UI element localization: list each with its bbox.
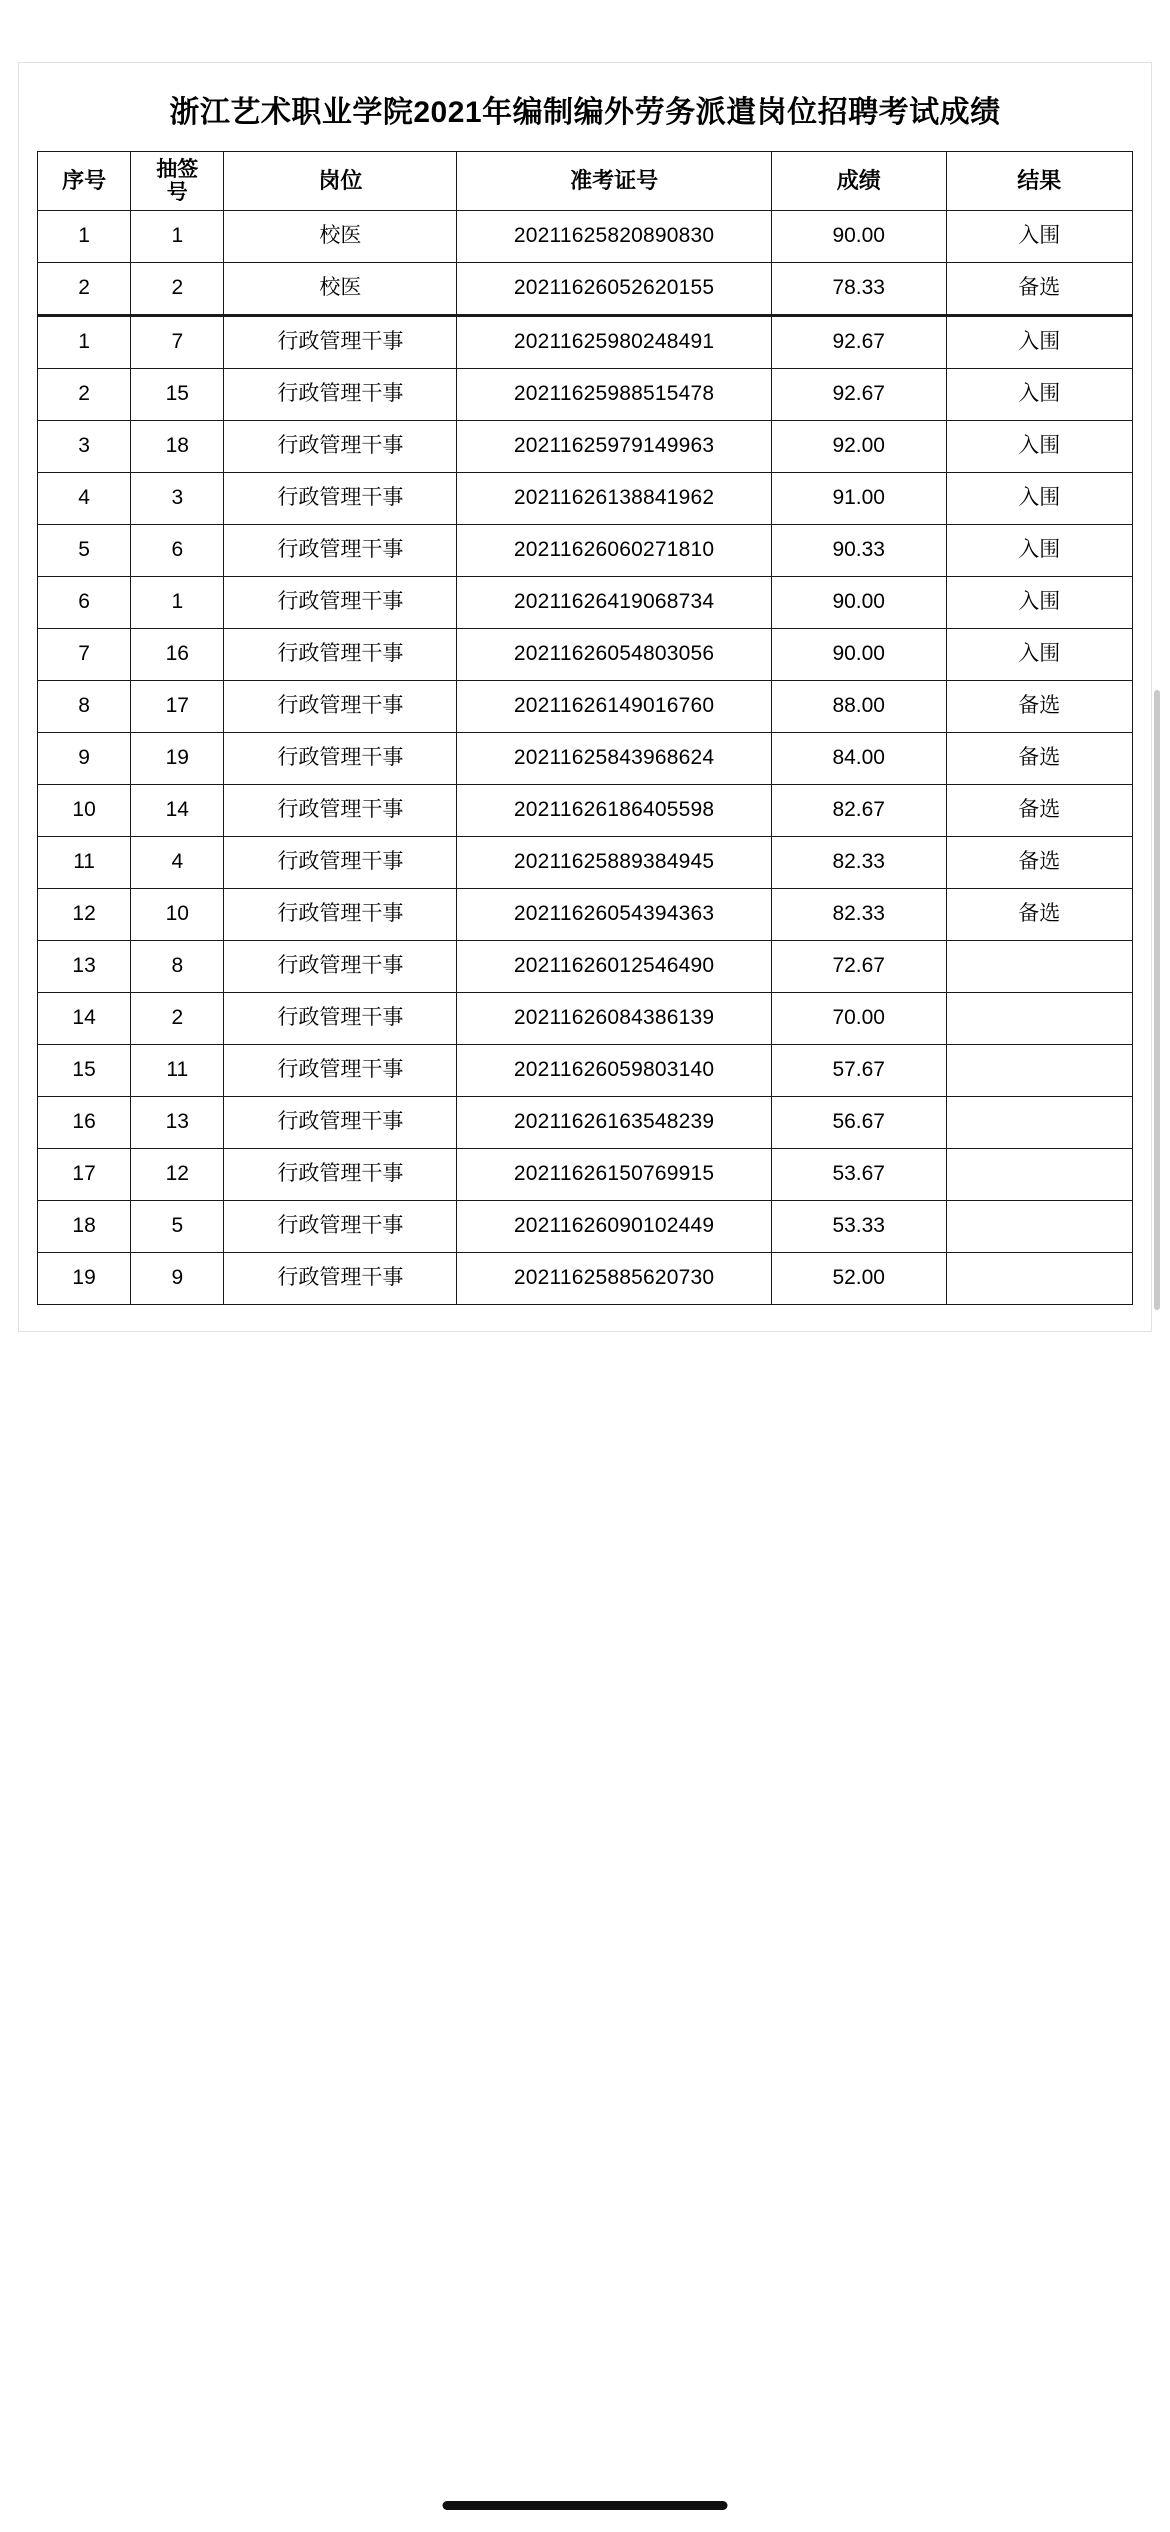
cell-result: 备选 [946, 681, 1132, 733]
table-row [38, 369, 1133, 421]
cell-score: 53.33 [771, 1201, 946, 1253]
cell-post: 行政管理干事 [224, 629, 457, 681]
cell-post: 行政管理干事 [224, 1097, 457, 1149]
cell-ticket: 20211626149016760 [457, 681, 772, 733]
cell-seq: 18 [38, 1201, 131, 1253]
cell-post: 行政管理干事 [224, 421, 457, 473]
cell-seq: 6 [38, 577, 131, 629]
cell-post: 行政管理干事 [224, 473, 457, 525]
cell-result: 备选 [946, 785, 1132, 837]
table-row [38, 837, 1133, 889]
cell-draw: 1 [131, 577, 224, 629]
cell-draw: 5 [131, 1201, 224, 1253]
cell-draw: 18 [131, 421, 224, 473]
cell-seq: 5 [38, 525, 131, 577]
table-row [38, 785, 1133, 837]
cell-draw: 2 [131, 263, 224, 316]
cell-result [946, 993, 1132, 1045]
cell-seq: 1 [38, 211, 131, 263]
cell-draw: 12 [131, 1149, 224, 1201]
cell-ticket: 20211626186405598 [457, 785, 772, 837]
cell-seq: 7 [38, 629, 131, 681]
cell-score: 90.00 [771, 629, 946, 681]
table-row [38, 577, 1133, 629]
table-row [38, 681, 1133, 733]
home-indicator [443, 2501, 728, 2510]
cell-post: 行政管理干事 [224, 1201, 457, 1253]
cell-ticket: 20211626059803140 [457, 1045, 772, 1097]
column-header-ticket: 准考证号 [457, 152, 772, 211]
cell-post: 行政管理干事 [224, 837, 457, 889]
cell-post: 行政管理干事 [224, 316, 457, 369]
table-row [38, 889, 1133, 941]
cell-ticket: 20211626090102449 [457, 1201, 772, 1253]
cell-post: 行政管理干事 [224, 785, 457, 837]
cell-seq: 3 [38, 421, 131, 473]
cell-score: 70.00 [771, 993, 946, 1045]
column-header-result: 结果 [946, 152, 1132, 211]
cell-result [946, 1201, 1132, 1253]
cell-ticket: 20211626060271810 [457, 525, 772, 577]
cell-seq: 1 [38, 316, 131, 369]
cell-draw: 1 [131, 211, 224, 263]
cell-ticket: 20211625889384945 [457, 837, 772, 889]
cell-score: 53.67 [771, 1149, 946, 1201]
cell-result [946, 1149, 1132, 1201]
cell-post: 行政管理干事 [224, 525, 457, 577]
cell-draw: 10 [131, 889, 224, 941]
cell-post: 行政管理干事 [224, 1045, 457, 1097]
cell-ticket: 20211625843968624 [457, 733, 772, 785]
cell-draw: 15 [131, 369, 224, 421]
cell-score: 78.33 [771, 263, 946, 316]
cell-result: 入围 [946, 525, 1132, 577]
cell-draw: 3 [131, 473, 224, 525]
cell-draw: 9 [131, 1253, 224, 1305]
table-row [38, 1045, 1133, 1097]
cell-score: 57.67 [771, 1045, 946, 1097]
cell-ticket: 20211626419068734 [457, 577, 772, 629]
cell-score: 52.00 [771, 1253, 946, 1305]
cell-score: 90.00 [771, 211, 946, 263]
cell-ticket: 20211626163548239 [457, 1097, 772, 1149]
table-row [38, 941, 1133, 993]
table-row [38, 629, 1133, 681]
cell-ticket: 20211626150769915 [457, 1149, 772, 1201]
score-table-container [19, 151, 1151, 1331]
cell-draw: 13 [131, 1097, 224, 1149]
cell-draw: 8 [131, 941, 224, 993]
table-row [38, 421, 1133, 473]
cell-ticket: 20211625979149963 [457, 421, 772, 473]
cell-score: 92.67 [771, 316, 946, 369]
cell-score: 92.67 [771, 369, 946, 421]
cell-result: 入围 [946, 369, 1132, 421]
cell-seq: 11 [38, 837, 131, 889]
cell-draw: 17 [131, 681, 224, 733]
cell-score: 90.00 [771, 577, 946, 629]
cell-seq: 19 [38, 1253, 131, 1305]
cell-post: 行政管理干事 [224, 941, 457, 993]
cell-seq: 16 [38, 1097, 131, 1149]
score-table [37, 151, 1133, 1305]
cell-result: 入围 [946, 316, 1132, 369]
table-header [38, 152, 1133, 211]
table-row [38, 525, 1133, 577]
cell-post: 校医 [224, 263, 457, 316]
cell-result: 入围 [946, 211, 1132, 263]
cell-draw: 16 [131, 629, 224, 681]
table-row [38, 316, 1133, 369]
cell-ticket: 20211626054394363 [457, 889, 772, 941]
cell-post: 行政管理干事 [224, 369, 457, 421]
cell-ticket: 20211625820890830 [457, 211, 772, 263]
cell-score: 88.00 [771, 681, 946, 733]
cell-result: 备选 [946, 837, 1132, 889]
cell-ticket: 20211626084386139 [457, 993, 772, 1045]
cell-ticket: 20211626012546490 [457, 941, 772, 993]
cell-draw: 2 [131, 993, 224, 1045]
cell-seq: 4 [38, 473, 131, 525]
table-row [38, 211, 1133, 263]
cell-draw: 19 [131, 733, 224, 785]
cell-draw: 6 [131, 525, 224, 577]
cell-draw: 14 [131, 785, 224, 837]
cell-draw: 7 [131, 316, 224, 369]
cell-ticket: 20211625980248491 [457, 316, 772, 369]
table-row [38, 733, 1133, 785]
cell-post: 行政管理干事 [224, 577, 457, 629]
column-header-score: 成绩 [771, 152, 946, 211]
cell-seq: 10 [38, 785, 131, 837]
column-header-draw-line1: 抽签 [156, 157, 199, 181]
cell-result [946, 1097, 1132, 1149]
cell-result: 入围 [946, 421, 1132, 473]
vertical-scrollbar[interactable] [1154, 690, 1160, 1310]
cell-post: 行政管理干事 [224, 681, 457, 733]
column-header-draw [131, 152, 224, 211]
cell-result [946, 1045, 1132, 1097]
cell-draw: 11 [131, 1045, 224, 1097]
cell-score: 90.33 [771, 525, 946, 577]
cell-post: 行政管理干事 [224, 733, 457, 785]
table-row [38, 993, 1133, 1045]
table-row [38, 1201, 1133, 1253]
cell-result: 入围 [946, 473, 1132, 525]
cell-draw: 4 [131, 837, 224, 889]
cell-seq: 12 [38, 889, 131, 941]
cell-result: 入围 [946, 629, 1132, 681]
cell-seq: 2 [38, 263, 131, 316]
cell-post: 行政管理干事 [224, 1253, 457, 1305]
cell-score: 72.67 [771, 941, 946, 993]
cell-ticket: 20211626054803056 [457, 629, 772, 681]
cell-seq: 14 [38, 993, 131, 1045]
cell-seq: 17 [38, 1149, 131, 1201]
cell-ticket: 20211625885620730 [457, 1253, 772, 1305]
table-row [38, 1097, 1133, 1149]
cell-post: 行政管理干事 [224, 993, 457, 1045]
cell-score: 91.00 [771, 473, 946, 525]
cell-post: 校医 [224, 211, 457, 263]
cell-post: 行政管理干事 [224, 1149, 457, 1201]
cell-result: 备选 [946, 733, 1132, 785]
cell-ticket: 20211625988515478 [457, 369, 772, 421]
table-header-row [38, 152, 1133, 211]
cell-seq: 9 [38, 733, 131, 785]
cell-post: 行政管理干事 [224, 889, 457, 941]
cell-ticket: 20211626052620155 [457, 263, 772, 316]
cell-result: 备选 [946, 263, 1132, 316]
cell-seq: 8 [38, 681, 131, 733]
table-row [38, 1253, 1133, 1305]
cell-score: 92.00 [771, 421, 946, 473]
cell-result [946, 941, 1132, 993]
cell-seq: 13 [38, 941, 131, 993]
table-row [38, 1149, 1133, 1201]
cell-result [946, 1253, 1132, 1305]
cell-score: 82.33 [771, 889, 946, 941]
column-header-post: 岗位 [224, 152, 457, 211]
column-header-seq: 序号 [38, 152, 131, 211]
table-row [38, 263, 1133, 316]
cell-score: 84.00 [771, 733, 946, 785]
page-title: 浙江艺术职业学院2021年编制编外劳务派遣岗位招聘考试成绩 [169, 96, 1001, 129]
cell-result: 入围 [946, 577, 1132, 629]
document-card [18, 62, 1152, 1332]
cell-score: 82.67 [771, 785, 946, 837]
table-body [38, 211, 1133, 1305]
cell-seq: 2 [38, 369, 131, 421]
column-header-draw-line2: 号 [166, 181, 188, 204]
cell-score: 82.33 [771, 837, 946, 889]
cell-seq: 15 [38, 1045, 131, 1097]
cell-ticket: 20211626138841962 [457, 473, 772, 525]
cell-score: 56.67 [771, 1097, 946, 1149]
cell-result: 备选 [946, 889, 1132, 941]
table-row [38, 473, 1133, 525]
